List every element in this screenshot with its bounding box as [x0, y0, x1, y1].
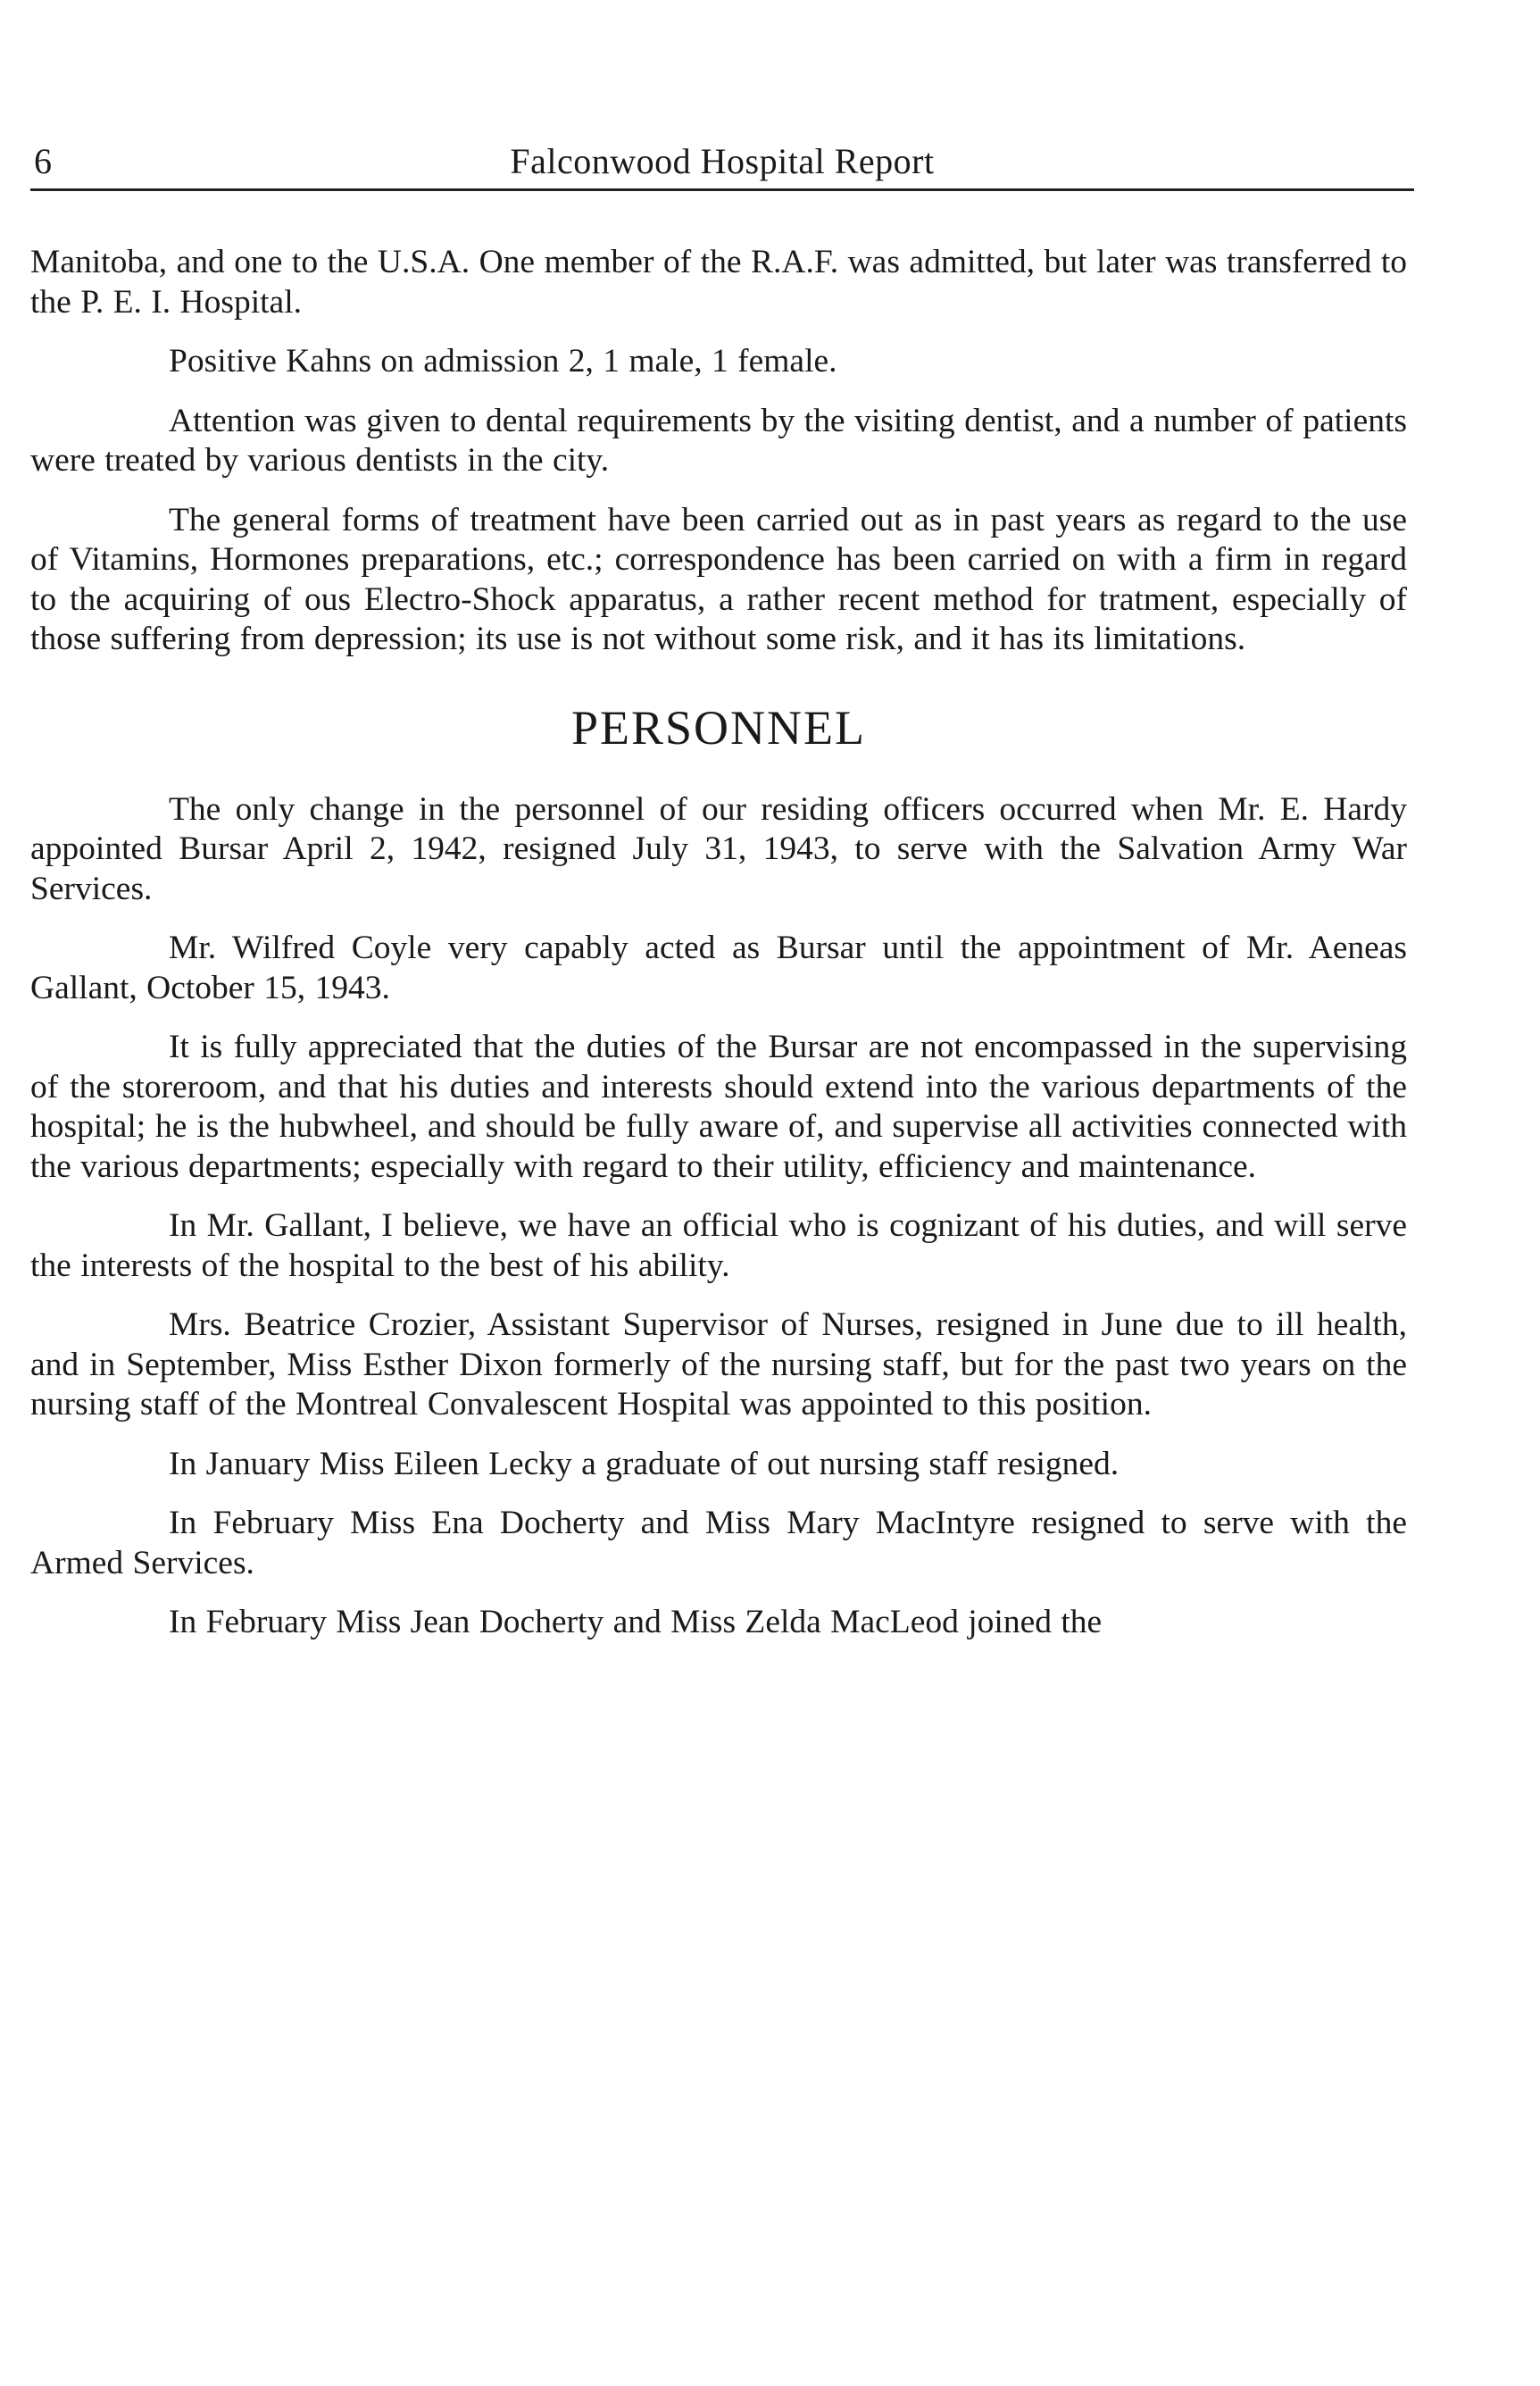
paragraph-admissions-continued: Manitoba, and one to the U.S.A. One member of the R.A.F. was admitted, but later was transferred to the P. E. I. Hospital.	[30, 244, 1407, 321]
paragraph-personnel-change: The only change in the personnel of our residing officers occurred when Mr. E. Hardy appointed Bursar April 2, 1942, resigned July 31, 1943, to serve with the Salvation Army War Services.	[30, 790, 1407, 907]
page-number: 6	[34, 141, 52, 181]
paragraph-acting-bursar: Mr. Wilfred Coyle very capably acted as Bursar until the appointment of Mr. Aeneas Gallant, October 15, 1943.	[30, 930, 1407, 1006]
paragraph-february-joined: In February Miss Jean Docherty and Miss Zelda MacLeod joined the	[169, 1604, 1103, 1640]
paragraph-january-resignation: In January Miss Eileen Lecky a graduate of out nursing staff resigned.	[169, 1445, 1120, 1482]
body-text	[30, 243, 1407, 1663]
paragraph-february-resignations: In February Miss Ena Docherty and Miss Mary MacIntyre resigned to serve with the Armed Services.	[30, 1505, 1407, 1581]
paragraph-assistant-supervisor: Mrs. Beatrice Crozier, Assistant Supervisor of Nurses, resigned in June due to ill health, and in September, Miss Esther Dixon formerly of the nursing staff, but for the past two years on the nursing staff of the Montreal Convalescent Hospital was appointed to this position.	[30, 1306, 1407, 1422]
running-title: Falconwood Hospital Report	[510, 141, 935, 181]
paragraph-dental-requirements: Attention was given to dental requirements by the visiting dentist, and a number of patients were treated by various dentists in the city.	[30, 402, 1407, 479]
paragraph-bursar-duties: It is fully appreciated that the duties of the Bursar are not encompassed in the supervising of the storeroom, and that his duties and interests should extend into the various departments of the hospital; he is the hubwheel, and should be fully aware of, and supervise all activities connected with the various departments; especially with regard to their utility, efficiency and maintenance.	[30, 1029, 1407, 1185]
paragraph-treatment-forms: The general forms of treatment have been carried out as in past years as regard to the use of Vitamins, Hormones preparations, etc.; correspondence has been carried on with a firm in regard to the acquiring of ous Electro-Shock apparatus, a rather recent method for tratment, especially of those suffering from depression; its use is not without some risk, and it has its limitations.	[30, 501, 1407, 657]
page-header	[30, 138, 1414, 191]
paragraph-positive-kahns: Positive Kahns on admission 2, 1 male, 1 female.	[169, 343, 837, 380]
section-title-personnel: PERSONNEL	[570, 700, 867, 755]
paragraph-gallant: In Mr. Gallant, I believe, we have an official who is cognizant of his duties, and will serve the interests of the hospital to the best of his ability.	[30, 1207, 1407, 1284]
